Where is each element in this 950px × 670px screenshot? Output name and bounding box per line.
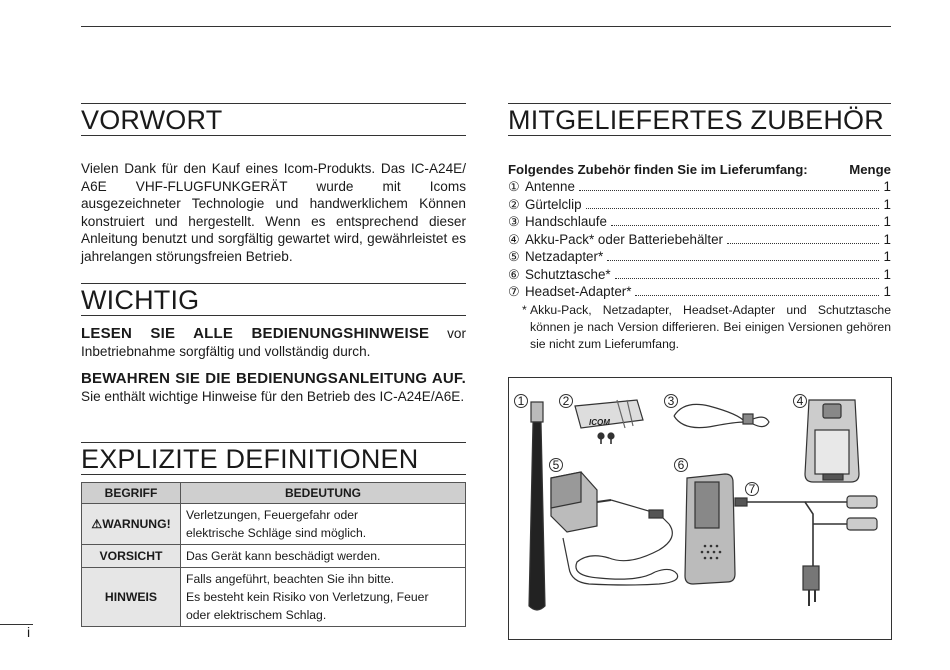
- wichtig-p1-bold: LESEN SIE ALLE BEDIENUNGSHINWEISE: [81, 325, 430, 342]
- def-line: oder elektrischem Schlag.: [186, 608, 327, 622]
- accessory-qty-title: Menge: [849, 162, 891, 177]
- leader-dots: [586, 208, 879, 209]
- list-item: [508, 266, 891, 284]
- list-item: [508, 283, 891, 301]
- accessory-list: [508, 178, 891, 301]
- item-number: ⑥: [508, 266, 520, 282]
- table-row: [82, 568, 466, 627]
- top-rule: [81, 26, 891, 27]
- list-item: [508, 231, 891, 249]
- def-vorsicht: [181, 545, 466, 568]
- item-number: ⑤: [508, 249, 520, 264]
- accessories-drawing: [509, 378, 893, 641]
- accessories-illustration: [508, 377, 892, 640]
- item-qty: 1: [883, 214, 891, 229]
- leader-dots: [727, 243, 879, 244]
- zubehoer-heading: MITGELIEFERTES ZUBEHÖR: [508, 105, 884, 135]
- antenna-drawing: [529, 402, 545, 610]
- item-name: Akku-Pack* oder Batteriebehälter: [525, 231, 723, 247]
- item-number: ①: [508, 179, 520, 194]
- ac-adapter-drawing: [551, 472, 678, 585]
- list-item: [508, 248, 891, 266]
- table-row: [82, 504, 466, 545]
- zubehoer-rule-top: [508, 103, 891, 104]
- table-header-term: BEGRIFF: [82, 483, 181, 504]
- illus-label-7: 7: [745, 482, 759, 496]
- item-name: Handschlaufe: [525, 214, 607, 229]
- illus-label-5: 5: [549, 458, 563, 472]
- item-name: Antenne: [525, 179, 575, 194]
- definitionen-heading: EXPLIZITE DEFINITIONEN: [81, 444, 419, 474]
- accessory-footnote: [522, 302, 891, 353]
- illus-label-3: 3: [664, 394, 678, 408]
- term-warnung: ⚠WARNUNG!: [82, 504, 181, 545]
- definitionen-rule-top: [81, 442, 466, 443]
- definitions-table: [81, 482, 466, 627]
- item-qty: 1: [883, 284, 891, 299]
- wichtig-p2-bold: BEWAHREN SIE DIE BEDIENUNGSANLEITUNG AUF.: [81, 370, 466, 387]
- table-header-def: BEDEUTUNG: [181, 483, 466, 504]
- def-hinweis: [181, 568, 466, 627]
- item-name: Netzadapter*: [525, 249, 604, 264]
- protective-case-drawing: [685, 474, 735, 584]
- hand-strap-drawing: [674, 404, 769, 427]
- vorwort-rule-bottom: [81, 135, 466, 136]
- wichtig-heading: WICHTIG: [81, 285, 200, 315]
- wichtig-p1-rest: vor Inbetriebnahme sorgfältig und vollständig durch.: [81, 326, 466, 359]
- def-line: Falls angeführt, beachten Sie ihn bitte.: [186, 572, 394, 586]
- illus-label-4: 4: [793, 394, 807, 408]
- def-line: Es besteht kein Risiko von Verletzung, Feuer: [186, 590, 429, 604]
- accessory-list-header: [508, 162, 891, 177]
- item-qty: 1: [883, 179, 891, 194]
- battery-pack-drawing: [805, 400, 859, 482]
- table-header-row: [82, 483, 466, 504]
- item-qty: 1: [883, 266, 891, 282]
- term-hinweis: HINWEIS: [82, 568, 181, 627]
- illus-label-1: 1: [514, 394, 528, 408]
- list-item: [508, 196, 891, 214]
- footnote-text: Akku-Pack, Netzadapter, Headset-Adapter und Schutztasche können je nach Version differieren. Bei einigen Versionen gehören sie nicht zum Lieferumfang.: [530, 303, 891, 351]
- def-line: Das Gerät kann beschädigt werden.: [186, 549, 381, 563]
- item-name: Headset-Adapter*: [525, 284, 632, 299]
- zubehoer-rule-bottom: [508, 135, 891, 136]
- item-number: ③: [508, 214, 520, 229]
- leader-dots: [579, 190, 879, 191]
- item-number: ⑦: [508, 284, 520, 299]
- page-number: i: [27, 624, 31, 640]
- item-number: ④: [508, 231, 520, 247]
- def-line: elektrische Schläge sind möglich.: [186, 526, 367, 540]
- headset-adapter-drawing: [735, 496, 877, 606]
- term-vorsicht: VORSICHT: [82, 545, 181, 568]
- item-name: Schutztasche*: [525, 266, 611, 282]
- wichtig-rule-bottom: [81, 315, 466, 316]
- item-number: ②: [508, 196, 520, 212]
- def-warnung: [181, 504, 466, 545]
- table-row: [82, 545, 466, 568]
- item-qty: 1: [883, 196, 891, 212]
- list-item: [508, 213, 891, 231]
- leader-dots: [607, 260, 879, 261]
- illus-label-6: 6: [674, 458, 688, 472]
- vorwort-rule-top: [81, 103, 466, 104]
- leader-dots: [615, 278, 879, 279]
- item-qty: 1: [883, 249, 891, 264]
- footnote-asterisk: *: [522, 303, 527, 317]
- def-line: Verletzungen, Feuergefahr oder: [186, 508, 359, 522]
- vorwort-heading: VORWORT: [81, 105, 223, 135]
- definitionen-rule-bottom: [81, 474, 466, 475]
- wichtig-rule-top: [81, 283, 466, 284]
- leader-dots: [635, 295, 879, 296]
- wichtig-p2-rest: Sie enthält wichtige Hinweise für den Betrieb des IC-A24E/A6E.: [81, 388, 465, 404]
- wichtig-paragraph-2: [81, 370, 466, 405]
- accessory-list-title: Folgendes Zubehör finden Sie im Lieferumfang:: [508, 162, 808, 177]
- leader-dots: [611, 225, 879, 226]
- illus-label-2: 2: [559, 394, 573, 408]
- wichtig-paragraph-1: [81, 325, 466, 360]
- item-qty: 1: [883, 231, 891, 247]
- item-name: Gürtelclip: [525, 196, 582, 212]
- clip-logo-text: ICOM: [589, 418, 610, 427]
- list-item: [508, 178, 891, 196]
- vorwort-text: Vielen Dank für den Kauf eines Icom-Produkts. Das IC-A24E/ A6E VHF-FLUGFUNKGERÄT wurde mit Icoms ausgezeichneter Technologie und handwerklichem Können konstruiert und hergestellt. Wenn es entsprechend dieser Anleitung benutzt und sorgfältig gewartet wird, gewährleistet es jahrelangen störungsfreien Betrieb.: [81, 161, 466, 264]
